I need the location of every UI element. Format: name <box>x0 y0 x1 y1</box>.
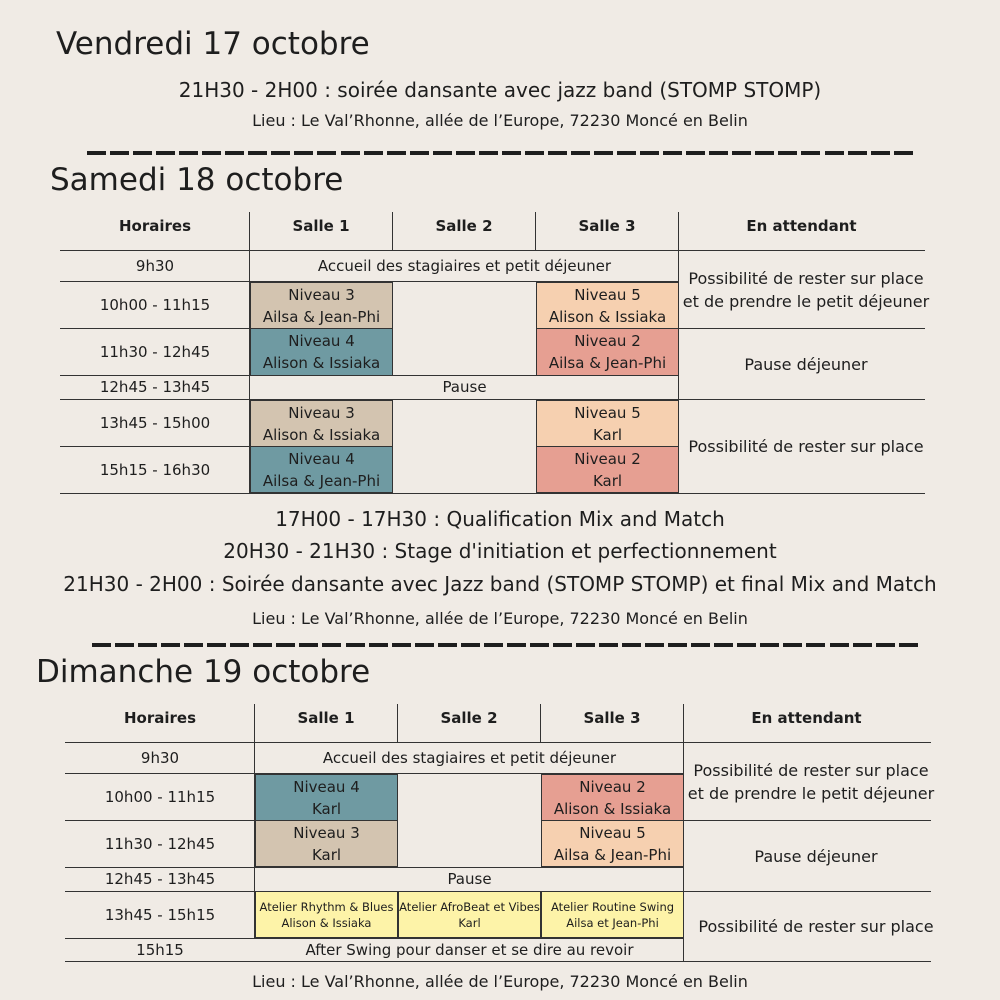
accueil-cell: Accueil des stagiaires et petit déjeuner <box>322 748 617 767</box>
time-cell: 13h45 - 15h15 <box>104 905 216 924</box>
header-salle-1: Salle 1 <box>297 709 355 727</box>
header-horaires: Horaires <box>123 709 197 727</box>
course-teacher: Ailsa & Jean-Phi <box>548 354 667 372</box>
sat-salle3-slot4 <box>536 446 679 493</box>
course-teacher: Alison & Issiaka <box>262 425 381 444</box>
attente-cell <box>684 743 938 820</box>
course-teacher: Karl <box>311 845 342 864</box>
sat-salle1-slot1 <box>250 282 393 329</box>
friday-event: 21H30 - 2H00 : soirée dansante avec jazz band (STOMP STOMP) <box>178 78 822 102</box>
header-salle-1: Salle 1 <box>292 217 350 235</box>
sat-salle1-slot3 <box>250 400 393 447</box>
attente-cell: Pause déjeuner <box>744 354 868 374</box>
grid-line <box>397 704 398 742</box>
attente-cell: Pause déjeuner <box>754 846 878 866</box>
grid-line <box>60 493 925 494</box>
sat-salle3-slot3 <box>536 400 679 447</box>
attente-text: et de prendre le petit déjeuner <box>687 783 935 803</box>
grid-line <box>392 212 393 250</box>
time-cell: 9h30 <box>135 256 175 275</box>
course-level: Niveau 4 <box>288 449 355 468</box>
sun-salle1-slot2 <box>255 820 398 867</box>
course-teacher: Alison & Issiaka <box>553 799 672 818</box>
atelier-teacher: Alison & Issiaka <box>281 915 372 930</box>
attente-cell: Possibilité de rester sur place <box>688 437 924 456</box>
attente-text: et de prendre le petit déjeuner <box>682 291 930 311</box>
header-salle-2: Salle 2 <box>440 709 498 727</box>
friday-title: Vendredi 17 octobre <box>56 26 370 62</box>
sat-salle3-slot2 <box>536 328 679 376</box>
atelier-teacher: Karl <box>458 915 481 930</box>
grid-line <box>65 961 931 962</box>
attente-text: Possibilité de rester sur place <box>688 268 924 288</box>
atelier-routine-swing <box>541 891 684 938</box>
section-divider <box>92 643 918 647</box>
attente-cell <box>679 251 933 328</box>
friday-lieu: Lieu : Le Val’Rhonne, allée de l’Europe, 72230 Moncé en Belin <box>252 111 748 130</box>
header-salle-3: Salle 3 <box>578 217 636 235</box>
saturday-title: Samedi 18 octobre <box>50 162 344 198</box>
course-teacher: Ailsa & Jean-Phi <box>262 307 381 326</box>
atelier-name: Atelier AfroBeat et Vibes <box>399 899 540 914</box>
sunday-title: Dimanche 19 octobre <box>36 654 371 690</box>
time-cell: 11h30 - 12h45 <box>104 834 216 853</box>
grid-line <box>540 704 541 742</box>
attente-text: Possibilité de rester sur place <box>693 760 929 780</box>
course-level: Niveau 5 <box>574 285 641 304</box>
after-swing-cell: After Swing pour danser et se dire au revoir <box>305 940 634 959</box>
time-cell: 15h15 - 16h30 <box>99 460 211 479</box>
atelier-name: Atelier Routine Swing <box>550 899 675 914</box>
course-level: Niveau 5 <box>574 403 641 422</box>
atelier-name: Atelier Rhythm & Blues <box>259 899 394 914</box>
time-cell: 12h45 - 13h45 <box>104 870 216 888</box>
course-level: Niveau 3 <box>288 285 355 304</box>
time-cell: 11h30 - 12h45 <box>99 342 211 361</box>
saturday-event: 20H30 - 21H30 : Stage d'initiation et perfectionnement <box>223 539 777 563</box>
course-level: Niveau 4 <box>288 332 355 350</box>
course-teacher: Karl <box>592 425 623 444</box>
time-cell: 10h00 - 11h15 <box>104 787 216 806</box>
sat-salle1-slot2 <box>250 328 393 376</box>
course-level: Niveau 2 <box>574 449 641 468</box>
course-teacher: Alison & Issiaka <box>262 354 381 372</box>
header-en-attendant: En attendant <box>746 217 857 235</box>
header-salle-3: Salle 3 <box>583 709 641 727</box>
time-cell: 10h00 - 11h15 <box>99 295 211 314</box>
course-level: Niveau 3 <box>288 403 355 422</box>
section-divider <box>87 151 913 155</box>
sun-salle1-slot1 <box>255 774 398 821</box>
header-horaires: Horaires <box>118 217 192 235</box>
accueil-cell: Accueil des stagiaires et petit déjeuner <box>317 256 612 275</box>
course-level: Niveau 2 <box>574 332 641 350</box>
course-teacher: Ailsa & Jean-Phi <box>262 471 381 490</box>
atelier-afrobeat <box>398 891 541 938</box>
header-en-attendant: En attendant <box>751 709 862 727</box>
sat-salle1-slot4 <box>250 446 393 493</box>
pause-cell: Pause <box>442 378 487 396</box>
grid-line <box>535 212 536 250</box>
course-teacher: Karl <box>592 471 623 490</box>
course-teacher: Karl <box>311 799 342 818</box>
time-cell: 12h45 - 13h45 <box>99 378 211 396</box>
header-salle-2: Salle 2 <box>435 217 493 235</box>
time-cell: 13h45 - 15h00 <box>99 413 211 432</box>
sun-salle3-slot2 <box>541 820 684 867</box>
course-level: Niveau 4 <box>293 777 360 796</box>
saturday-event: 21H30 - 2H00 : Soirée dansante avec Jazz band (STOMP STOMP) et final Mix and Match <box>63 572 937 596</box>
time-cell: 15h15 <box>136 940 184 959</box>
course-level: Niveau 3 <box>293 823 360 842</box>
course-level: Niveau 5 <box>579 823 646 842</box>
time-cell: 9h30 <box>140 748 180 767</box>
sun-salle3-slot1 <box>541 774 684 821</box>
course-teacher: Ailsa & Jean-Phi <box>553 845 672 864</box>
pause-cell: Pause <box>447 870 492 888</box>
course-teacher: Alison & Issiaka <box>548 307 667 326</box>
saturday-event: 17H00 - 17H30 : Qualification Mix and Match <box>275 507 725 531</box>
saturday-lieu: Lieu : Le Val’Rhonne, allée de l’Europe, 72230 Moncé en Belin <box>252 609 748 628</box>
sat-salle3-slot1 <box>536 282 679 329</box>
sunday-lieu: Lieu : Le Val’Rhonne, allée de l’Europe, 72230 Moncé en Belin <box>252 972 748 991</box>
atelier-rhythm-blues <box>255 891 398 938</box>
attente-cell: Possibilité de rester sur place <box>698 917 934 936</box>
atelier-teacher: Ailsa et Jean-Phi <box>566 915 659 930</box>
course-level: Niveau 2 <box>579 777 646 796</box>
